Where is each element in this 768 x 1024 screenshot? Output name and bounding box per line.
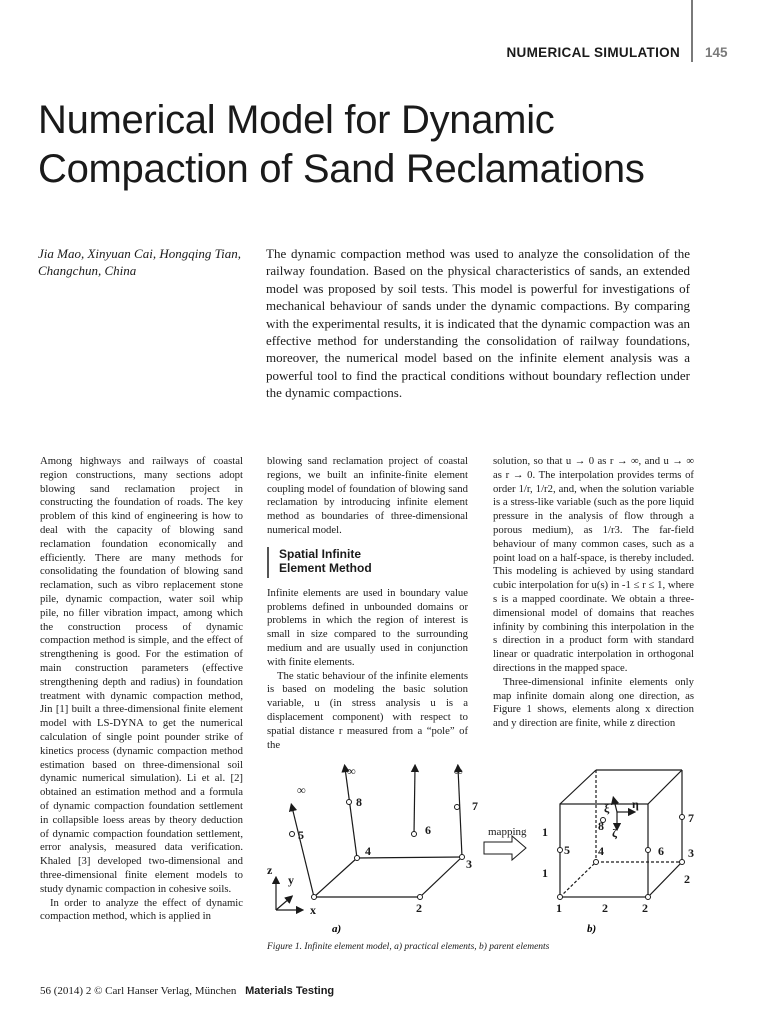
title-line-1: Numerical Model for Dynamic xyxy=(38,98,555,142)
infinity-symbol: ∞ xyxy=(454,764,463,778)
node-label: 1 xyxy=(556,901,562,915)
practical-element-nodes xyxy=(290,800,465,900)
page-number: 145 xyxy=(705,45,728,60)
node-label: 6 xyxy=(425,823,431,837)
issue-info: 56 (2014) 2 © Carl Hanser Verlag, München xyxy=(40,985,237,997)
body-column-2 xyxy=(267,455,468,752)
paragraph: Infinite elements are used in boundary value problems defined in unbounded domains or problems in which the region of interest is small in size compared to the surrounding medium and are usually used in conjunction with finite elements. xyxy=(267,586,468,668)
parent-element-nodes xyxy=(558,815,685,900)
node-label: 2 xyxy=(602,901,608,915)
mapping-label: mapping xyxy=(488,826,527,838)
body-column-1 xyxy=(40,455,243,924)
node-label: 7 xyxy=(688,811,694,825)
mapping-arrow xyxy=(484,826,527,860)
figure-caption: Figure 1. Infinite element model, a) practical elements, b) parent elements xyxy=(267,942,550,952)
node-label: 8 xyxy=(356,795,362,809)
node-label: 3 xyxy=(688,846,694,860)
section-heading xyxy=(267,547,468,575)
node-label: 4 xyxy=(598,844,604,858)
axis-y-label: y xyxy=(288,873,294,887)
node-label: 2 xyxy=(684,872,690,886)
edge-label: 1 xyxy=(542,866,548,880)
zeta-label: ζ xyxy=(612,826,617,840)
header-divider xyxy=(691,0,693,62)
section-label: NUMERICAL SIMULATION xyxy=(506,45,680,60)
node-label: 3 xyxy=(466,857,472,871)
section-heading-line-1: Spatial Infinite xyxy=(279,546,362,561)
axis-x-label: x xyxy=(310,903,316,917)
figure-1 xyxy=(262,762,712,937)
parent-element-cube xyxy=(560,770,682,897)
paragraph: blowing sand reclamation project of coastal regions, we built an infinite-finite element coupling model of foundation of blowing sand reclamation by introducing infinite element method as boundaries of three-dimensional numerical model. xyxy=(267,455,468,536)
paragraph: Three-dimensional infinite elements only map infinite domain along one direction, as Figure 1 shows, elements along x direction and y direction are finite, while z direction xyxy=(493,675,694,730)
paragraph: solution, so that u → 0 as r → ∞, and u → ∞ as r → 0. The interpolation provides terms of order 1/r, 1/r2, and, when the solution variable is a stress-like variable (such as the pore liquid pressure in the analysis of flow through a porous medium), as 1/r3. The far-field behaviour of many common cases, such as a point load on a half-space, is thereby included. This modeling is achieved by using standard cubic interpolation for u(s) in -1 ≤ r ≤ 1, where s is a mapped coordinate. We obtain a three-dimensional model of domains that reaches infinity by combining this interpolation in the s direction in a product form with standard linear or quadratic interpolation in orthogonal directions in the mapped space. xyxy=(493,455,694,674)
node-label: 6 xyxy=(658,844,664,858)
paragraph: In order to analyze the effect of dynamic compaction method, which is applied in xyxy=(40,896,243,923)
edge-label: 1 xyxy=(542,825,548,839)
body-column-3 xyxy=(493,455,694,731)
node-label: 7 xyxy=(472,799,478,813)
panel-a-label: a) xyxy=(332,923,342,935)
node-label: 2 xyxy=(416,901,422,915)
node-label: 8 xyxy=(598,819,604,833)
infinity-symbol: ∞ xyxy=(347,764,356,778)
node-label: 5 xyxy=(564,843,570,857)
node-label: 2 xyxy=(642,901,648,915)
article-title xyxy=(38,96,738,194)
xi-label: ξ xyxy=(604,801,610,815)
node-label: 5 xyxy=(298,828,304,842)
paragraph: The static behaviour of the infinite elements is based on modeling the basic solution variable, u (in stress analysis u is a displacement component) with respect to spatial distance r measured from a “pole” of the xyxy=(267,669,468,751)
title-line-2: Compaction of Sand Reclamations xyxy=(38,147,645,191)
journal-name: Materials Testing xyxy=(245,985,335,997)
abstract: The dynamic compaction method was used to analyze the consolidation of the railway foundation. Based on the physical characteristics of sands, an extended model was proposed by soil tests. This model is powerful for investigations of mechanical behaviour of sands under the dynamic compactions. By comparing with the experimental results, it is indicated that the dynamic compaction was an effective method for understanding the consolidation of railway foundations, moreover, the numerical model based on the infinite element analysis was a powerful tool to find the practical conditions without boundary reflection under the dynamic compactions. xyxy=(266,246,690,401)
panel-b-label: b) xyxy=(587,923,597,935)
page-footer xyxy=(40,985,334,997)
infinity-symbol: ∞ xyxy=(297,783,306,797)
paragraph: Among highways and railways of coastal region constructions, many sections adopt blowing sand reclamation project in constructing the foundation of roads. The key problem of this kind of engineering is how to deal with the capacity of blowing sand reclamation foundation economically and efficiently. There are many methods for consolidating the foundation of blowing sand reclamation, such as vibro replacement stone pile, dynamic compaction, water soil whip pile, no filler vibration impact, among which the construction process of dynamic compaction method is simple, and the effect of strengthening is good. For the estimation of main construction parameters (effective strengthening depth and radius) in foundation treatment with dynamic compaction method, Jin [1] built a three-dimensional finite element model with LS-DYNA to get the numerical calculation of single point pounder strike of kinetics process (dynamic compaction method estimation based on three-dimensional soil dynamic numerical simulation). Li et al. [2] obtained an estimation method and a formula of dynamic compaction foundation settlement in collapsible loess areas by theory deduction of dynamic compaction foundation settlement, error analysis, measured data verification. Khaled [3] developed two-dimensional and three-dimensional finite element models to study dynamic compaction in cohesive soils. xyxy=(40,455,243,895)
node-label: 4 xyxy=(365,844,371,858)
section-heading-line-2: Element Method xyxy=(279,560,372,575)
authors: Jia Mao, Xinyuan Cai, Hongqing Tian, Changchun, China xyxy=(38,246,241,278)
axis-z-label: z xyxy=(267,863,273,877)
eta-label: η xyxy=(632,797,639,811)
